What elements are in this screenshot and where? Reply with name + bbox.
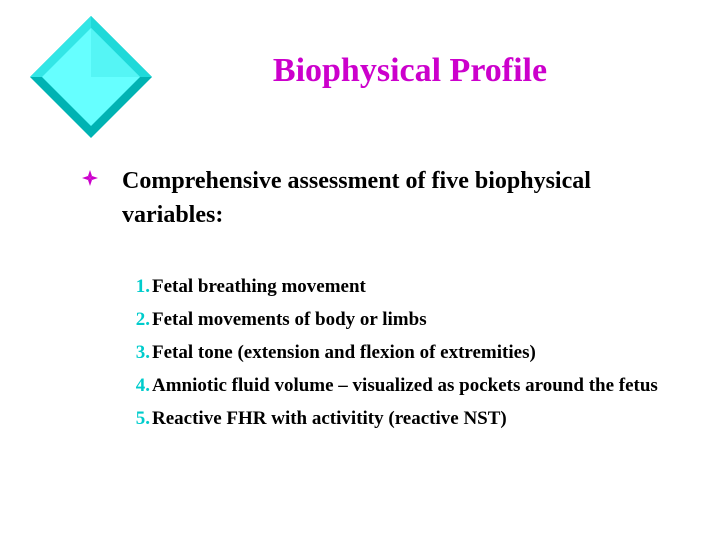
diamond-logo-icon (30, 16, 152, 138)
list-item (112, 307, 702, 332)
slide-title: Biophysical Profile (272, 52, 548, 89)
list-item-text: Fetal breathing movement (152, 276, 366, 297)
diamond-bullet-icon (82, 164, 122, 191)
list-item (112, 373, 702, 398)
numbered-list (112, 274, 702, 439)
list-item (112, 406, 702, 431)
main-bullet (82, 164, 682, 232)
list-item-number: 3. (135, 342, 150, 363)
list-item (112, 340, 702, 365)
list-item (112, 274, 702, 299)
list-item-text: Amniotic fluid volume – visualized as pockets around the fetus (152, 375, 658, 396)
list-item-number: 1. (135, 276, 150, 297)
list-item-number: 4. (135, 375, 150, 396)
list-item-number: 2. (135, 309, 150, 330)
bullet-text: Comprehensive assessment of five biophysical variables: (122, 168, 591, 228)
list-item-text: Reactive FHR with activitity (reactive NST) (152, 408, 507, 429)
list-item-number: 5. (135, 408, 150, 429)
list-item-text: Fetal tone (extension and flexion of extremities) (152, 342, 536, 363)
list-item-text: Fetal movements of body or limbs (152, 309, 427, 330)
